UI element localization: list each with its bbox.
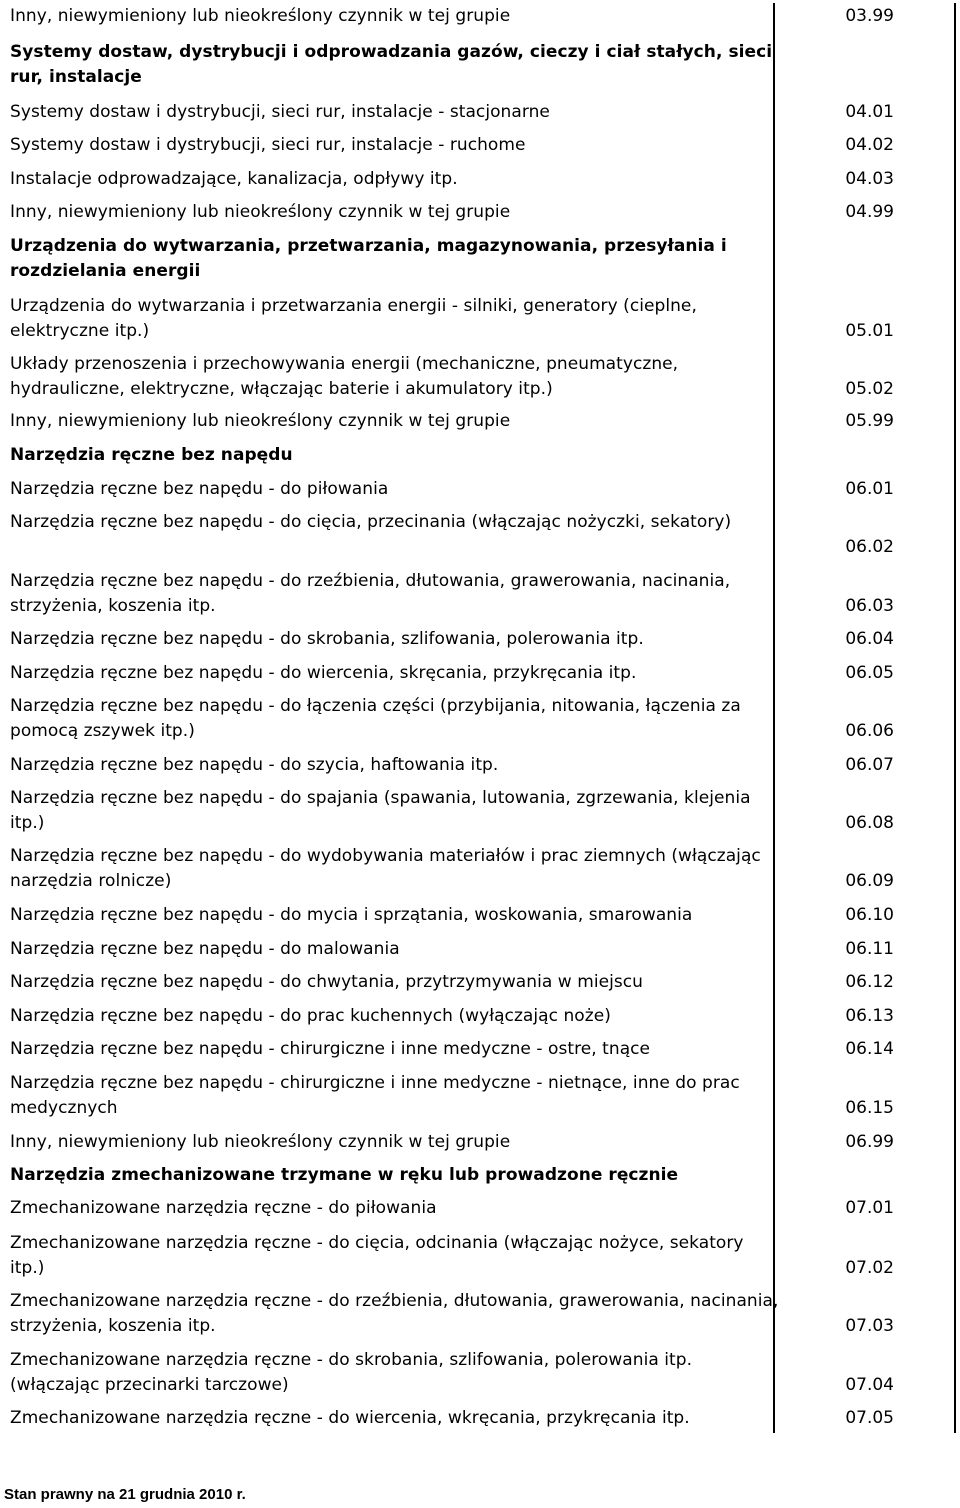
- row-label: Systemy dostaw i dystrybucji, sieci rur, instalacje - ruchome: [10, 135, 526, 155]
- section-heading: Urządzenia do wytwarzania, przetwarzania, magazynowania, przesyłania i rozdzielania energii: [10, 236, 727, 281]
- row-code: 06.11: [845, 939, 894, 959]
- table-row: [10, 167, 950, 192]
- row-label: Narzędzia ręczne bez napędu - do piłowania: [10, 479, 389, 499]
- row-code: 05.01: [845, 321, 894, 341]
- table-row: [10, 694, 950, 744]
- table-row: [10, 1071, 950, 1121]
- row-label: Zmechanizowane narzędzia ręczne - do wiercenia, wkręcania, przykręcania itp.: [10, 1408, 690, 1428]
- row-code: 06.13: [845, 1006, 894, 1026]
- row-label: Narzędzia ręczne bez napędu - do cięcia, przecinania (włączając nożyczki, sekatory): [10, 512, 732, 532]
- table-row: [10, 200, 950, 225]
- row-label: Narzędzia ręczne bez napędu - do prac kuchennych (wyłączając noże): [10, 1006, 611, 1026]
- table-row: [10, 1348, 950, 1398]
- row-label: Inny, niewymieniony lub nieokreślony czynnik w tej grupie: [10, 1132, 511, 1152]
- row-code: 04.01: [845, 102, 894, 122]
- row-label: Narzędzia ręczne bez napędu - chirurgiczne i inne medyczne - nietnące, inne do prac medycznych: [10, 1073, 740, 1118]
- row-code: 06.99: [845, 1132, 894, 1152]
- table-row: [10, 970, 950, 995]
- section-heading-row: [10, 1163, 950, 1188]
- row-code: 06.10: [845, 905, 894, 925]
- row-code: 06.06: [845, 721, 894, 741]
- row-code: 06.05: [845, 663, 894, 683]
- row-code: 03.99: [845, 6, 894, 26]
- row-code: 07.01: [845, 1198, 894, 1218]
- row-code: 06.08: [845, 813, 894, 833]
- table-row: [10, 510, 950, 560]
- table-row: [10, 1231, 950, 1281]
- section-heading: Systemy dostaw, dystrybucji i odprowadzania gazów, cieczy i ciał stałych, sieci rur, instalacje: [10, 42, 773, 87]
- row-code: 05.02: [845, 379, 894, 399]
- row-label: Narzędzia ręczne bez napędu - do skrobania, szlifowania, polerowania itp.: [10, 629, 644, 649]
- row-code: 06.12: [845, 972, 894, 992]
- section-heading: Narzędzia ręczne bez napędu: [10, 445, 293, 465]
- table-row: [10, 753, 950, 778]
- table-row: [10, 133, 950, 158]
- row-code: 06.14: [845, 1039, 894, 1059]
- row-label: Narzędzia ręczne bez napędu - do chwytania, przytrzymywania w miejscu: [10, 972, 643, 992]
- row-label: Zmechanizowane narzędzia ręczne - do piłowania: [10, 1198, 437, 1218]
- row-label: Zmechanizowane narzędzia ręczne - do skrobania, szlifowania, polerowania itp. (włączając przecinarki tarczowe): [10, 1350, 693, 1395]
- row-label: Układy przenoszenia i przechowywania energii (mechaniczne, pneumatyczne, hydrauliczne, elektryczne, włączając baterie i akumulatory itp.): [10, 354, 679, 399]
- table-row: [10, 1406, 950, 1431]
- row-code: 06.04: [845, 629, 894, 649]
- table-row: [10, 627, 950, 652]
- row-code: 04.03: [845, 169, 894, 189]
- footer-legal-status: Stan prawny na 21 grudnia 2010 r.: [4, 1486, 246, 1503]
- table-row: [10, 1289, 950, 1339]
- row-code: 04.99: [845, 202, 894, 222]
- section-heading-row: [10, 443, 950, 468]
- row-label: Narzędzia ręczne bez napędu - do wiercenia, skręcania, przykręcania itp.: [10, 663, 637, 683]
- table-row: [10, 937, 950, 962]
- row-label: Narzędzia ręczne bez napędu - do łączenia części (przybijania, nitowania, łączenia za pomocą zszywek itp.): [10, 696, 741, 741]
- row-label: Zmechanizowane narzędzia ręczne - do cięcia, odcinania (włączając nożyce, sekatory itp.): [10, 1233, 744, 1278]
- row-label: Narzędzia ręczne bez napędu - chirurgiczne i inne medyczne - ostre, tnące: [10, 1039, 651, 1059]
- row-code: 07.05: [845, 1408, 894, 1428]
- row-code: 06.09: [845, 871, 894, 891]
- table-row: [10, 100, 950, 125]
- section-heading: Narzędzia zmechanizowane trzymane w ręku lub prowadzone ręcznie: [10, 1165, 679, 1185]
- row-code: 06.15: [845, 1098, 894, 1118]
- row-label: Inny, niewymieniony lub nieokreślony czynnik w tej grupie: [10, 202, 511, 222]
- table-row: [10, 294, 950, 344]
- row-code: 06.03: [845, 596, 894, 616]
- row-label: Urządzenia do wytwarzania i przetwarzania energii - silniki, generatory (cieplne, elektryczne itp.): [10, 296, 697, 341]
- row-code: 05.99: [845, 411, 894, 431]
- row-label: Narzędzia ręczne bez napędu - do rzeźbienia, dłutowania, grawerowania, nacinania, strzyżenia, koszenia itp.: [10, 571, 731, 616]
- row-label: Narzędzia ręczne bez napędu - do mycia i sprzątania, woskowania, smarowania: [10, 905, 693, 925]
- row-label: Narzędzia ręczne bez napędu - do wydobywania materiałów i prac ziemnych (włączając narzędzia rolnicze): [10, 846, 761, 891]
- row-code: 06.02: [845, 537, 894, 557]
- table-row: [10, 844, 950, 894]
- table-row: [10, 1037, 950, 1062]
- section-heading-row: [10, 40, 950, 90]
- table-row: [10, 1196, 950, 1221]
- table-row: [10, 409, 950, 434]
- table-right-border: [954, 3, 956, 1433]
- section-heading-row: [10, 234, 950, 284]
- row-code: 06.01: [845, 479, 894, 499]
- row-code: 06.07: [845, 755, 894, 775]
- row-label: Narzędzia ręczne bez napędu - do malowania: [10, 939, 400, 959]
- row-label: Zmechanizowane narzędzia ręczne - do rzeźbienia, dłutowania, grawerowania, nacinania, strzyżenia, koszenia itp.: [10, 1291, 779, 1336]
- row-label: Narzędzia ręczne bez napędu - do spajania (spawania, lutowania, zgrzewania, klejenia itp.): [10, 788, 751, 833]
- row-label: Inny, niewymieniony lub nieokreślony czynnik w tej grupie: [10, 6, 511, 26]
- table-row: [10, 903, 950, 928]
- row-code: 07.02: [845, 1258, 894, 1278]
- table-row: [10, 1130, 950, 1155]
- row-label: Narzędzia ręczne bez napędu - do szycia, haftowania itp.: [10, 755, 499, 775]
- table-row: [10, 1004, 950, 1029]
- table-row: [10, 569, 950, 619]
- table-row: [10, 661, 950, 686]
- table-row: [10, 477, 950, 502]
- table-row: [10, 786, 950, 836]
- table-row: [10, 352, 950, 402]
- row-label: Inny, niewymieniony lub nieokreślony czynnik w tej grupie: [10, 411, 511, 431]
- row-code: 07.04: [845, 1375, 894, 1395]
- row-label: Instalacje odprowadzające, kanalizacja, odpływy itp.: [10, 169, 458, 189]
- row-label: Systemy dostaw i dystrybucji, sieci rur, instalacje - stacjonarne: [10, 102, 550, 122]
- table-row: [10, 4, 950, 29]
- row-code: 04.02: [845, 135, 894, 155]
- row-code: 07.03: [845, 1316, 894, 1336]
